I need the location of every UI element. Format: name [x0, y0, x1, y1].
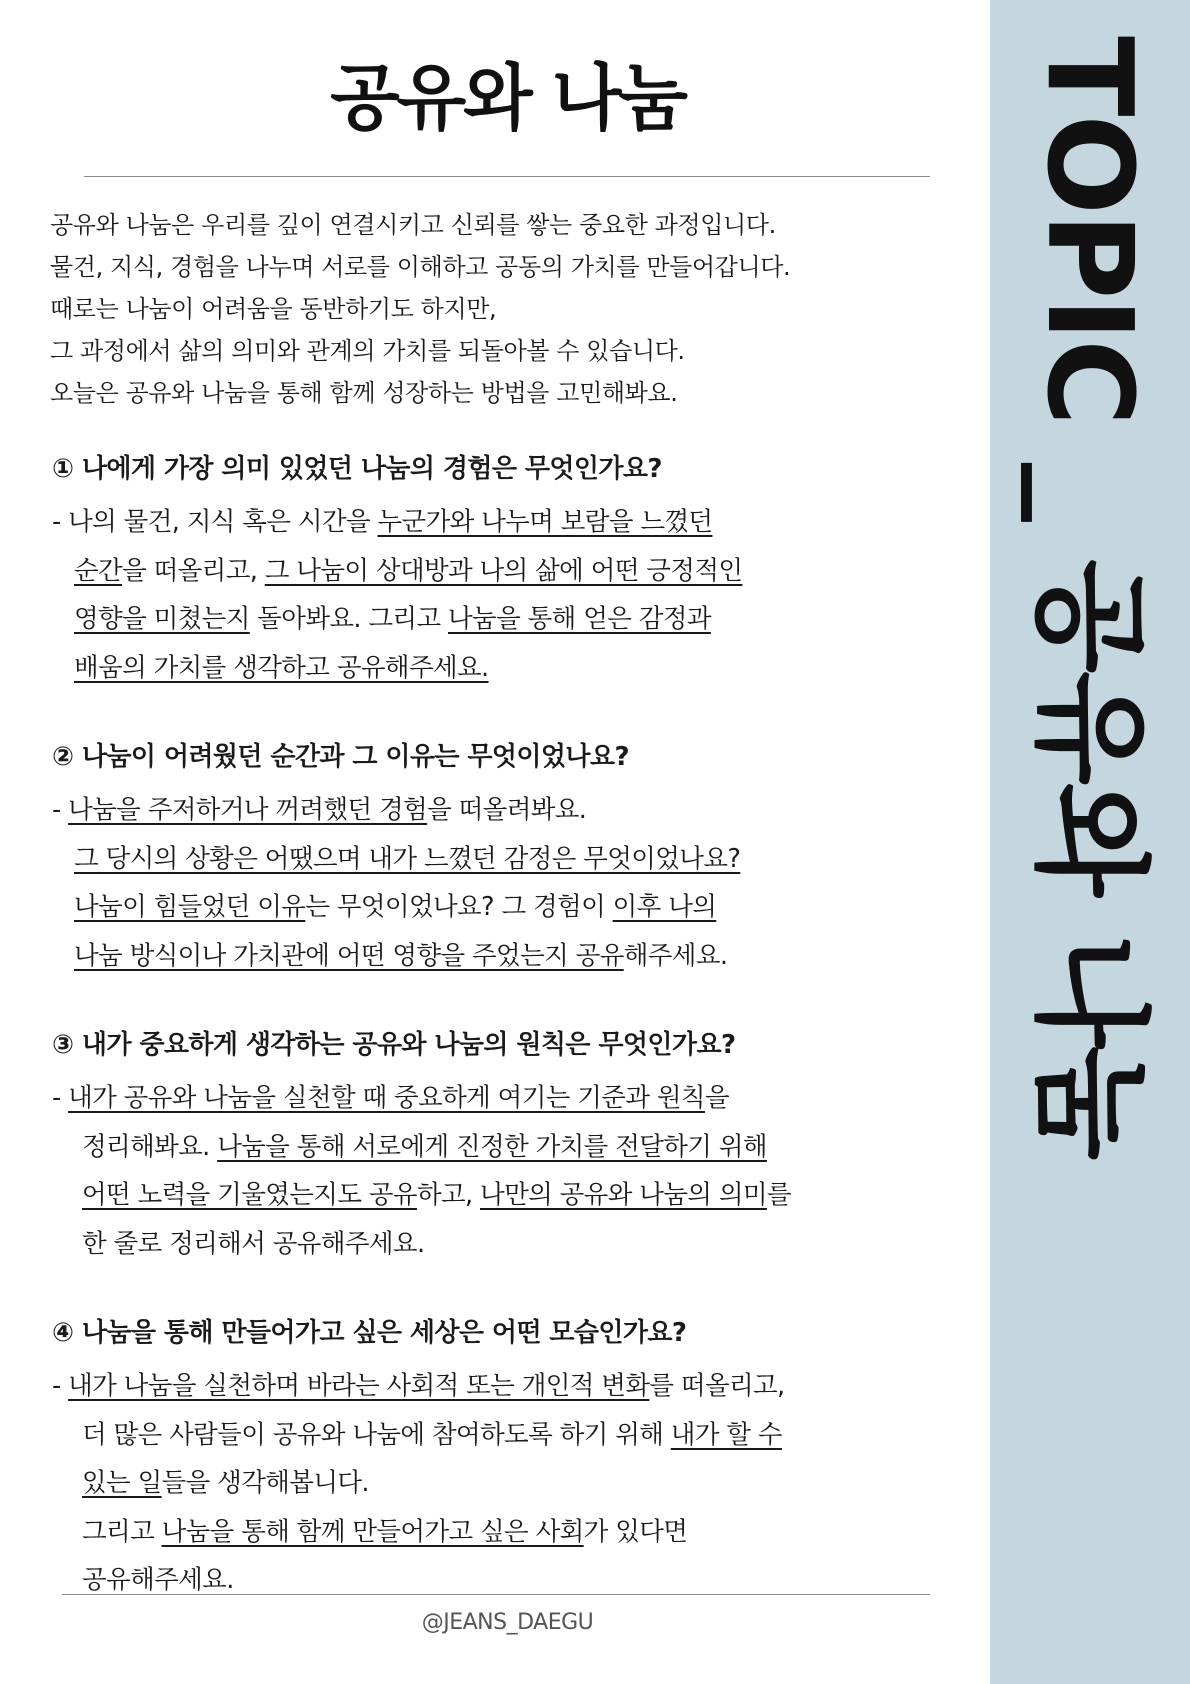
intro-line: 공유와 나눔은 우리를 깊이 연결시키고 신뢰를 쌓는 중요한 과정입니다. [50, 211, 776, 239]
underlined-text: 내가 할 수 [670, 1419, 782, 1450]
body-line [52, 1362, 952, 1411]
body-text: 정리해봐요. [82, 1131, 218, 1162]
body-text: - [52, 795, 69, 825]
body-text: 를 [766, 1180, 791, 1210]
underlined-text: 누군가와 나누며 보람을 느꼈던 [377, 507, 713, 537]
question-title: ④ 나눔을 통해 만들어가고 싶은 세상은 어떤 모습인가요? [52, 1318, 687, 1348]
question-4 [52, 1314, 952, 1605]
question-3 [52, 1026, 952, 1268]
underlined-text: 나눔을 통해 함께 만들어가고 싶은 사회 [161, 1516, 584, 1547]
body-line [52, 1459, 952, 1508]
underlined-text: 순간 [74, 555, 123, 586]
body-line [52, 644, 952, 693]
body-text: 공유해주세요. [82, 1565, 234, 1595]
body-text: 는 무엇이었나요? 그 경험이 [305, 892, 613, 922]
underlined-text: 그 당시의 상황은 어땠으며 내가 느꼈던 감정은 무엇이었나요? [74, 843, 741, 874]
title-divider [84, 176, 930, 177]
body-text: 을 떠올리고, [122, 555, 265, 586]
body-line [52, 1171, 952, 1220]
body-text: - [52, 1371, 69, 1401]
intro-line: 물건, 지식, 경험을 나누며 서로를 이해하고 공동의 가치를 만들어갑니다. [50, 253, 791, 281]
body-text: - [52, 1083, 69, 1113]
question-title: ② 나눔이 어려웠던 순간과 그 이유는 무엇이었나요? [52, 742, 629, 772]
page-title: 공유와 나눔 [330, 56, 685, 140]
body-line [52, 932, 952, 981]
side-topic-label: TOPIC _ 공유와 나눔 [1021, 36, 1159, 1158]
body-text: 을 떠올려봐요. [427, 795, 587, 825]
question-1 [52, 450, 952, 692]
question-body [52, 498, 952, 692]
question-body [52, 1362, 952, 1605]
underlined-text: 나눔을 통해 얻은 감정과 [448, 604, 711, 634]
question-title: ① 나에게 가장 의미 있었던 나눔의 경험은 무엇인가요? [52, 454, 662, 484]
body-text: 더 많은 사람들이 공유와 나눔에 참여하도록 하기 위해 [82, 1419, 671, 1450]
body-text: - 나의 물건, 지식 혹은 시간을 [52, 507, 378, 537]
question-body [52, 786, 952, 980]
underlined-text: 어떤 노력을 기울였는지도 공유 [82, 1180, 417, 1210]
body-line [52, 595, 952, 644]
body-line [52, 786, 952, 835]
body-text: 가 있다면 [583, 1516, 688, 1547]
side-topic-panel [990, 0, 1190, 1684]
body-text: 들을 생각해봅니다. [161, 1468, 369, 1498]
body-line [52, 1220, 952, 1269]
body-line [52, 1508, 952, 1557]
question-title: ③ 내가 중요하게 생각하는 공유와 나눔의 원칙은 무엇인가요? [52, 1030, 736, 1060]
underlined-text: 나눔을 주저하거나 꺼려했던 경험 [68, 795, 428, 825]
underlined-text: 나눔을 통해 서로에게 진정한 가치를 전달하기 위해 [217, 1131, 767, 1162]
body-text: 그리고 [82, 1516, 162, 1547]
body-line [52, 1411, 952, 1460]
body-text: 돌아봐요. 그리고 [249, 604, 449, 634]
underlined-text: 내가 공유와 나눔을 실천할 때 중요하게 여기는 기준과 원칙 [68, 1083, 705, 1113]
body-line [52, 498, 952, 547]
underlined-text: 배움의 가치를 생각하고 공유해주세요. [74, 652, 489, 683]
body-line [52, 547, 952, 596]
body-text: 를 떠올리고, [649, 1371, 785, 1401]
question-2 [52, 738, 952, 980]
body-text: 하고, [416, 1180, 481, 1210]
body-text: 해주세요. [623, 940, 728, 971]
body-line [52, 883, 952, 932]
footer-handle: @JEANS_DAEGU [421, 1610, 594, 1635]
underlined-text: 나눔이 힘들었던 이유 [74, 892, 306, 922]
question-body [52, 1074, 952, 1268]
body-text: 을 [704, 1083, 729, 1113]
underlined-text: 나눔 방식이나 가치관에 어떤 영향을 주었는지 공유 [74, 940, 624, 971]
underlined-text: 나만의 공유와 나눔의 의미 [480, 1180, 767, 1210]
body-line [52, 835, 952, 884]
footer-divider [62, 1594, 930, 1595]
body-line [52, 1556, 952, 1605]
intro-paragraph [50, 204, 950, 414]
underlined-text: 내가 나눔을 실천하며 바라는 사회적 또는 개인적 변화 [68, 1371, 650, 1401]
intro-line: 때로는 나눔이 어려움을 동반하기도 하지만, [50, 295, 497, 323]
underlined-text: 영향을 미쳤는지 [74, 604, 250, 634]
body-line [52, 1074, 952, 1123]
body-line [52, 1123, 952, 1172]
intro-line: 오늘은 공유와 나눔을 통해 함께 성장하는 방법을 고민해봐요. [50, 379, 678, 407]
underlined-text: 있는 일 [82, 1468, 162, 1498]
intro-line: 그 과정에서 삶의 의미와 관계의 가치를 되돌아볼 수 있습니다. [50, 337, 685, 365]
underlined-text: 이후 나의 [612, 892, 717, 922]
underlined-text: 그 나눔이 상대방과 나의 삶에 어떤 긍정적인 [264, 555, 743, 586]
body-text: 한 줄로 정리해서 공유해주세요. [82, 1228, 425, 1259]
